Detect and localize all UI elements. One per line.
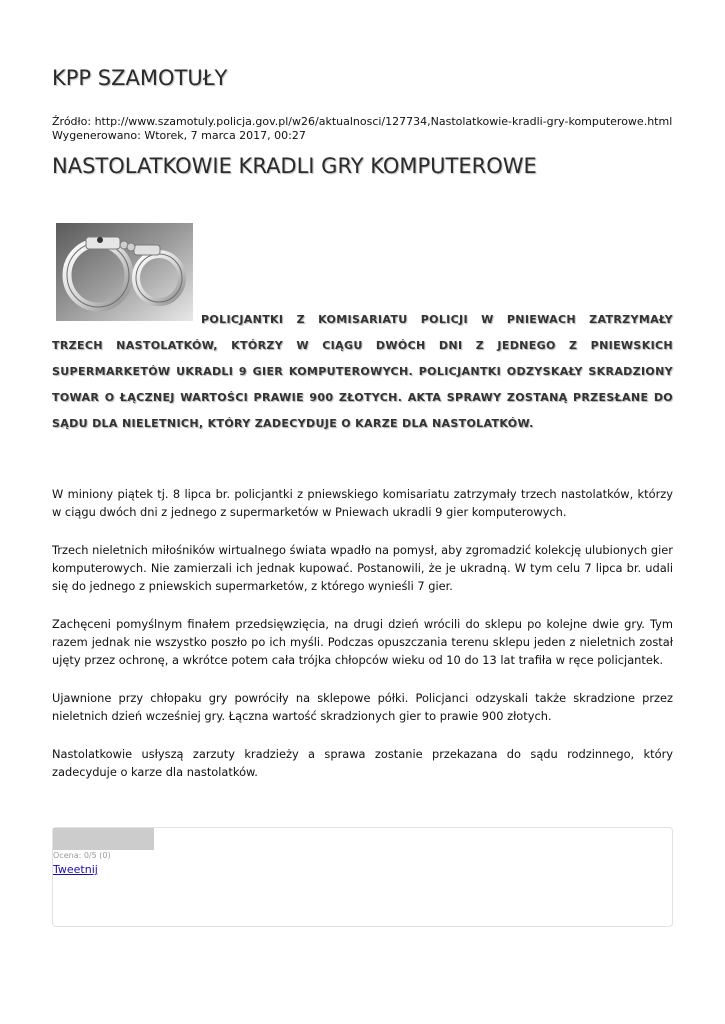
rating-stars[interactable] — [53, 828, 154, 850]
source-line: Źródło: http://www.szamotuly.policja.gov.pl/w26/aktualnosci/127734,Nastolatkowie-kradli-gry-komputerowe.html — [52, 115, 673, 128]
site-title: KPP SZAMOTUŁY — [52, 66, 228, 90]
rating-box — [52, 827, 673, 927]
article-body — [52, 485, 673, 801]
paragraph: Nastolatkowie usłyszą zarzuty kradzieży a sprawa zostanie przekazana do sądu rodzinnego, który zadecyduje o karze dla nastolatków. — [52, 747, 673, 779]
meta-info — [52, 115, 672, 143]
rating-text: Ocena: 0/5 (0) — [53, 851, 111, 860]
generated-line: Wygenerowano: Wtorek, 7 marca 2017, 00:27 — [52, 129, 306, 142]
tweet-link[interactable]: Tweetnij — [53, 863, 98, 876]
lead-text: POLICJANTKI Z KOMISARIATU POLICJI W PNIEWACH ZATRZYMAŁY TRZECH NASTOLATKÓW, KTÓRZY W CIĄGU DWÓCH DNI Z JEDNEGO Z PNIEWSKICH SUPERMARKETÓW UKRADLI 9 GIER KOMPUTEROWYCH. POLICJANTKI ODZYSKAŁY SKRADZIONY TOWAR O ŁĄCZNEJ WARTOŚCI PRAWIE 900 ZŁOTYCH. AKTA SPRAWY ZOSTANĄ PRZESŁANE DO SĄDU DLA NIELETNICH, KTÓRY ZADECYDUJE O KARZE DLA NASTOLATKÓW. — [52, 313, 673, 430]
paragraph: Zachęceni pomyślnym finałem przedsięwzięcia, na drugi dzień wrócili do sklepu po kolejne dwie gry. Tym razem jednak nie wszystko poszło po ich myśli. Podczas opuszczania terenu sklepu jeden z nieletnich został ujęty przez ochronę, a wkrótce potem cała trójka chłopców wieku od 10 do 13 lat trafiła w ręce policjantek. — [52, 617, 673, 667]
article-title: NASTOLATKOWIE KRADLI GRY KOMPUTEROWE — [52, 154, 537, 178]
handcuffs-image — [56, 223, 193, 321]
article-lead — [52, 223, 673, 437]
paragraph: W miniony piątek tj. 8 lipca br. policjantki z pniewskiego komisariatu zatrzymały trzech nastolatków, którzy w ciągu dwóch dni z jednego z supermarketów w Pniewach ukradli 9 gier komputerowych. — [52, 487, 673, 519]
paragraph: Ujawnione przy chłopaku gry powróciły na sklepowe półki. Policjanci odzyskali także skradzione przez nieletnich dzień wcześniej gry. Łączna wartość skradzionych gier to prawie 900 złotych. — [52, 691, 673, 723]
paragraph: Trzech nieletnich miłośników wirtualnego świata wpadło na pomysł, aby zgromadzić kolekcję ulubionych gier komputerowych. Nie zamierzali ich jednak kupować. Postanowili, że je ukradną. W tym celu 7 lipca br. udali się do jednego z pniewskich supermarketów, z którego wynieśli 7 gier. — [52, 543, 673, 593]
